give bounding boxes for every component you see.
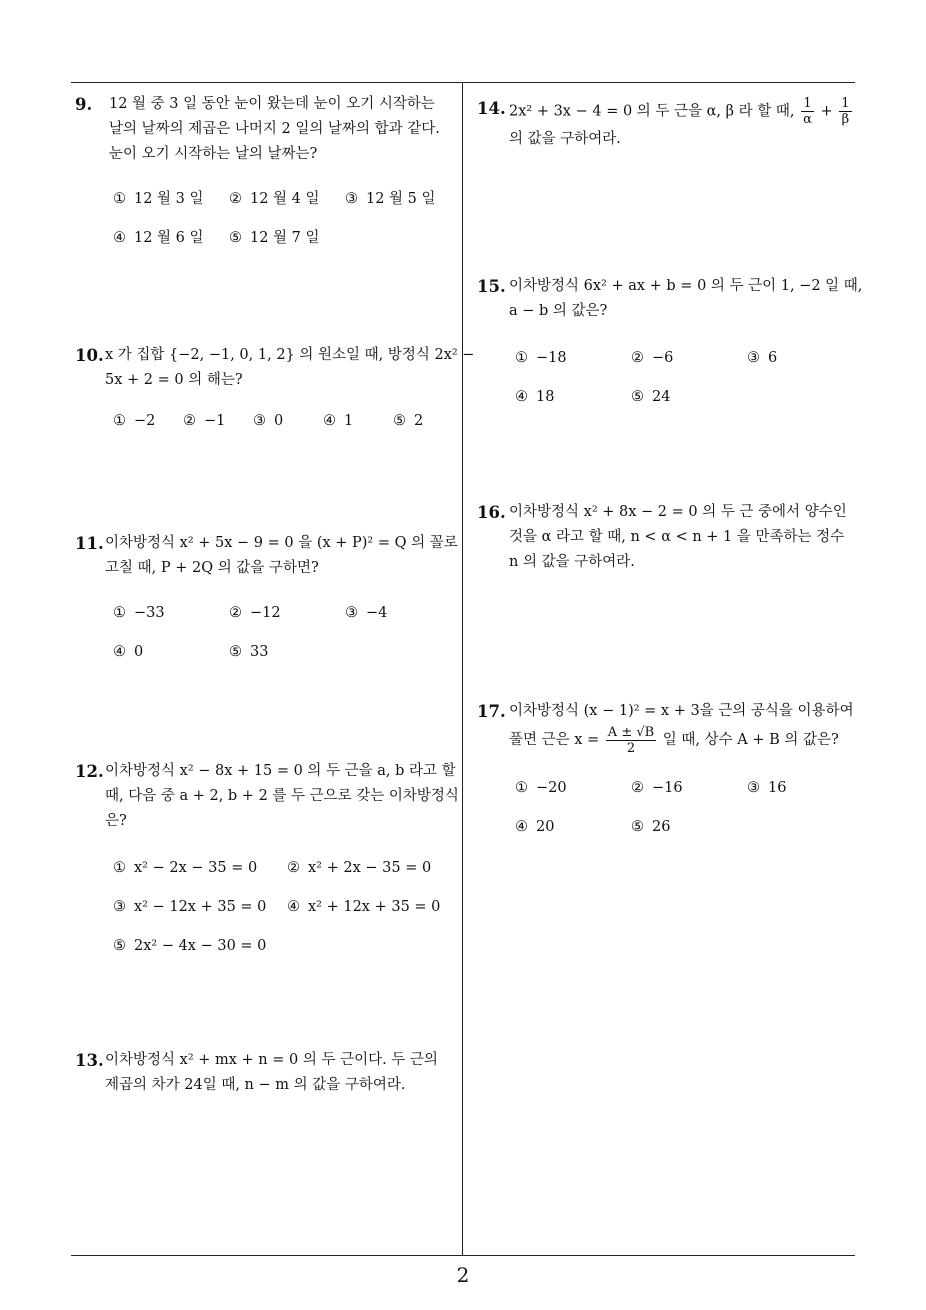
problem-number: 13. [75, 1051, 104, 1070]
problem-line: 이차방정식 x² + 5x − 9 = 0 을 (x + P)² = Q 의 꼴로 [105, 535, 458, 551]
choice-4[interactable]: ④ 20 [515, 819, 555, 835]
problem-line: 이차방정식 (x − 1)² = x + 3을 근의 공식을 이용하여 [509, 703, 854, 719]
problem-line: 은? [105, 813, 127, 829]
fraction: $\frac{1}{\beta}$ [841, 96, 850, 127]
choice-3[interactable]: ③ 12 월 5 일 [345, 191, 436, 207]
problem-12 [75, 759, 460, 973]
problem-number: 11. [75, 534, 104, 553]
problem-line: 때, 다음 중 a + 2, b + 2 를 두 근으로 갖는 이차방정식 [105, 788, 459, 804]
problem-text [509, 699, 862, 756]
problem-line: 이차방정식 x² + mx + n = 0 의 두 근이다. 두 근의 [105, 1052, 438, 1068]
problem-13 [75, 1048, 460, 1098]
problem-line-text: 일 때, 상수 A + B 의 값은? [662, 732, 839, 748]
problem-10 [75, 343, 475, 448]
choice-5[interactable]: ⑤ 24 [631, 389, 671, 405]
fraction: $\frac{A \pm √B}{2}$ [607, 724, 655, 756]
problem-number: 9. [75, 95, 93, 114]
problem-line: 이차방정식 x² + 8x − 2 = 0 의 두 근 중에서 양수인 [509, 504, 847, 520]
problem-text [105, 343, 475, 393]
problem-line [509, 724, 862, 756]
column-divider [462, 82, 463, 1256]
choice-3[interactable]: ③ 0 [253, 413, 284, 429]
problem-number: 14. [477, 99, 506, 118]
choice-4[interactable]: ④ 0 [113, 644, 144, 660]
problem-text [509, 274, 862, 324]
problem-14 [477, 96, 862, 152]
plus-sign: + [820, 103, 833, 120]
problem-text [509, 500, 862, 575]
problem-number: 12. [75, 762, 104, 781]
problem-16 [477, 500, 862, 575]
top-rule [71, 82, 855, 83]
choice-2[interactable]: ② −16 [631, 780, 683, 796]
problem-line: x 가 집합 {−2, −1, 0, 1, 2} 의 원소일 때, 방정식 2x² − [105, 347, 475, 363]
problem-line: 고칠 때, P + 2Q 의 값을 구하면? [105, 560, 319, 576]
choice-2[interactable]: ② 12 월 4 일 [229, 191, 320, 207]
problem-11 [75, 531, 460, 679]
problem-line: 5x + 2 = 0 의 해는? [105, 372, 243, 388]
fraction: $\frac{1}{\alpha}$ [803, 96, 812, 127]
answer-choices [515, 776, 862, 854]
answer-choices [113, 856, 460, 973]
problem-text [105, 1048, 460, 1098]
problem-line: 것을 α 라고 할 때, n < α < n + 1 을 만족하는 정수 [509, 529, 845, 545]
problem-line: 이차방정식 x² − 8x + 15 = 0 의 두 근을 a, b 라고 할 [105, 763, 456, 779]
choice-2[interactable]: ② −6 [631, 350, 674, 366]
problem-line: 12 월 중 3 일 동안 눈이 왔는데 눈이 오기 시작하는 [109, 96, 435, 112]
problem-line-text: 2x² + 3x − 4 = 0 의 두 근을 α, β 라 할 때, [509, 103, 795, 120]
choice-5[interactable]: ⑤ 12 월 7 일 [229, 230, 320, 246]
choice-1[interactable]: ① x² − 2x − 35 = 0 [113, 860, 258, 876]
choice-5[interactable]: ⑤ 33 [229, 644, 269, 660]
problem-line: 제곱의 차가 24일 때, n − m 의 값을 구하여라. [105, 1077, 406, 1093]
choice-4[interactable]: ④ 12 월 6 일 [113, 230, 204, 246]
choice-4[interactable]: ④ 18 [515, 389, 555, 405]
bottom-rule [71, 1255, 855, 1256]
problem-17 [477, 699, 862, 854]
answer-choices [113, 409, 460, 448]
problem-number: 17. [477, 702, 506, 721]
choice-1[interactable]: ① −33 [113, 605, 165, 621]
problem-line: 이차방정식 6x² + ax + b = 0 의 두 근이 1, −2 일 때, [509, 278, 863, 294]
problem-line-text: 풀면 근은 x = [509, 732, 600, 748]
choice-3[interactable]: ③ −4 [345, 605, 388, 621]
problem-line: n 의 값을 구하여라. [509, 554, 635, 570]
answer-choices [113, 601, 460, 679]
page-number: 2 [456, 1263, 470, 1287]
problem-text [105, 531, 460, 581]
choice-5[interactable]: ⑤ 2x² − 4x − 30 = 0 [113, 938, 267, 954]
problem-number: 10. [75, 346, 104, 365]
problem-text [105, 759, 460, 834]
choice-4[interactable]: ④ 1 [323, 413, 354, 429]
answer-choices [113, 187, 460, 265]
problem-line: a − b 의 값은? [509, 303, 608, 319]
problem-line [509, 96, 862, 127]
choice-1[interactable]: ① −2 [113, 413, 156, 429]
choice-1[interactable]: ① −18 [515, 350, 567, 366]
problem-text [109, 92, 460, 167]
choice-2[interactable]: ② −1 [183, 413, 226, 429]
choice-3[interactable]: ③ x² − 12x + 35 = 0 [113, 899, 267, 915]
choice-2[interactable]: ② x² + 2x − 35 = 0 [287, 860, 432, 876]
problem-text [509, 96, 862, 152]
problem-line: 날의 날짜의 제곱은 나머지 2 일의 날짜의 합과 같다. [109, 121, 440, 137]
problem-line: 의 값을 구하여라. [509, 131, 621, 147]
problem-15 [477, 274, 862, 424]
choice-3[interactable]: ③ 16 [747, 780, 787, 796]
choice-5[interactable]: ⑤ 26 [631, 819, 671, 835]
answer-choices [515, 346, 862, 424]
problem-9 [75, 92, 460, 265]
problem-number: 15. [477, 277, 506, 296]
choice-1[interactable]: ① −20 [515, 780, 567, 796]
problem-line: 눈이 오기 시작하는 날의 날짜는? [109, 146, 318, 162]
choice-1[interactable]: ① 12 월 3 일 [113, 191, 204, 207]
choice-4[interactable]: ④ x² + 12x + 35 = 0 [287, 899, 441, 915]
choice-3[interactable]: ③ 6 [747, 350, 778, 366]
problem-number: 16. [477, 503, 506, 522]
choice-2[interactable]: ② −12 [229, 605, 281, 621]
choice-5[interactable]: ⑤ 2 [393, 413, 424, 429]
